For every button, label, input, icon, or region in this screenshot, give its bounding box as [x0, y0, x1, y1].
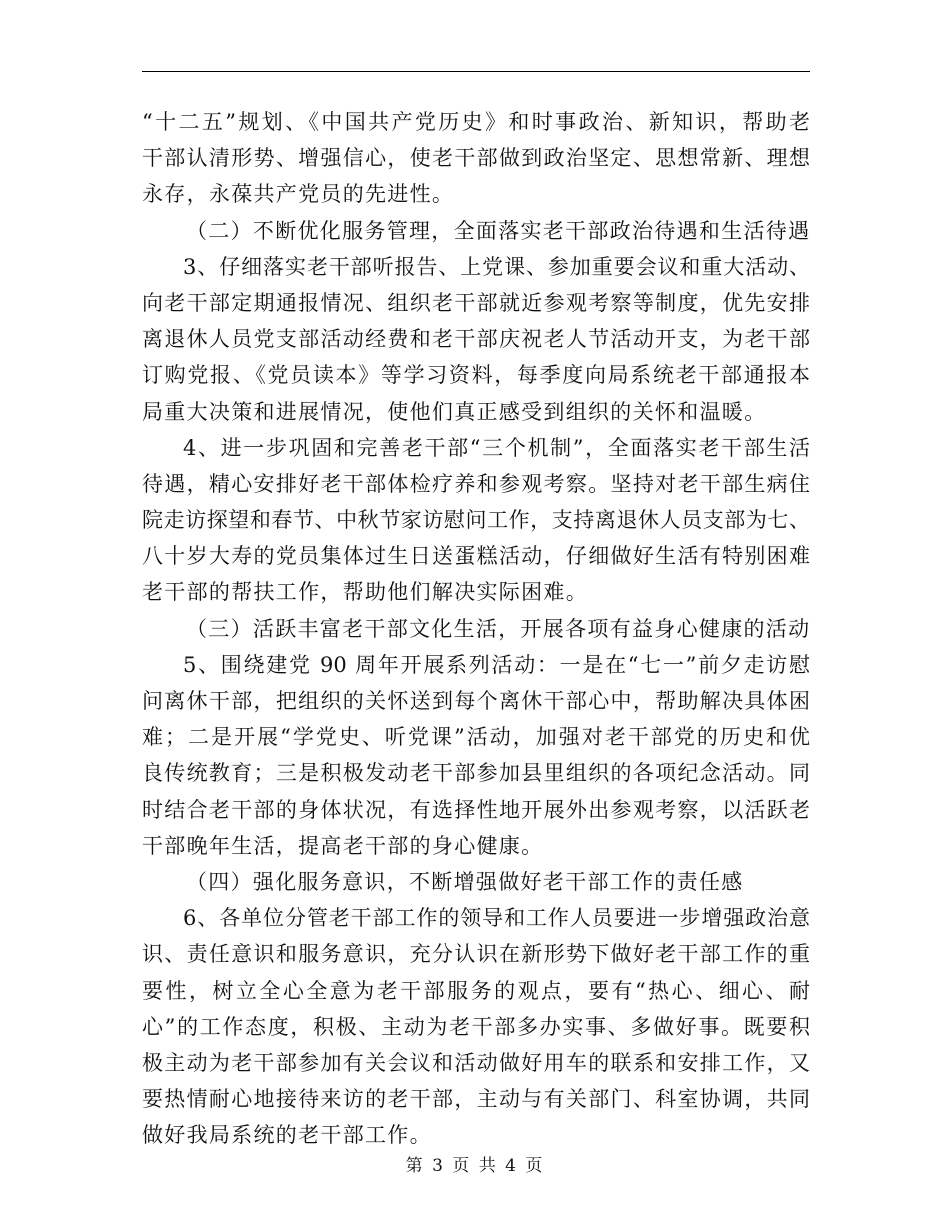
- paragraph-line: 问离休干部，把组织的关怀送到每个离休干部心中，帮助解决具体困: [142, 689, 810, 713]
- section-heading: （二）不断优化服务管理，全面落实老干部政治待遇和生活待遇: [186, 218, 810, 243]
- paragraph-line: 待遇，精心安排好老干部体检疗养和参观考察。坚持对老干部生病住: [142, 471, 810, 496]
- paragraph-line: 要性，树立全心全意为老干部服务的观点，要有“热心、细心、耐: [142, 978, 810, 1003]
- paragraph-line: 订购党报、《党员读本》等学习资料，每季度向局系统老干部通报本: [142, 363, 810, 388]
- paragraph-line: 干部认清形势、增强信心，使老干部做到政治坚定、思想常新、理想: [142, 146, 810, 171]
- paragraph-line: “十二五”规划、《中国共产党历史》和时事政治、新知识，帮助老: [142, 110, 810, 134]
- paragraph-line: 永存，永葆共产党员的先进性。: [142, 182, 455, 207]
- paragraph-line: 3、仔细落实老干部听报告、上党课、参加重要会议和重大活动、: [183, 254, 810, 279]
- paragraph-line: 要热情耐心地接待来访的老干部，主动与有关部门、科室协调，共同: [142, 1087, 810, 1112]
- header-rule: [142, 71, 810, 72]
- paragraph-line: 向老干部定期通报情况、组织老干部就近参观考察等制度，优先安排: [142, 290, 810, 315]
- section-heading: （三）活跃丰富老干部文化生活，开展各项有益身心健康的活动: [186, 616, 810, 641]
- paragraph-line: 院走访探望和春节、中秋节家访慰问工作，支持离退休人员支部为七、: [142, 508, 810, 533]
- page-footer: 第 3 页 共 4 页: [405, 1156, 545, 1176]
- section-heading: （四）强化服务意识，不断增强做好老干部工作的责任感: [186, 869, 744, 894]
- paragraph-line: 八十岁大寿的党员集体过生日送蛋糕活动，仔细做好生活有特别困难: [142, 544, 810, 569]
- paragraph-line: 老干部的帮扶工作，帮助他们解决实际困难。: [142, 580, 588, 605]
- paragraph-line: 心”的工作态度，积极、主动为老干部多办实事、多做好事。既要积: [142, 1014, 810, 1039]
- paragraph-line: 识、责任意识和服务意识，充分认识在新形势下做好老干部工作的重: [142, 942, 810, 967]
- paragraph-line: 难；二是开展“学党史、听党课”活动，加强对老干部党的历史和优: [142, 725, 810, 750]
- paragraph-line: 6、各单位分管老干部工作的领导和工作人员要进一步增强政治意: [183, 906, 810, 931]
- document-body: [142, 104, 810, 1153]
- paragraph-line: 5、围绕建党 90 周年开展系列活动：一是在“七一”前夕走访慰: [183, 652, 810, 677]
- paragraph-line: 极主动为老干部参加有关会议和活动做好用车的联系和安排工作，又: [142, 1050, 810, 1075]
- paragraph-line: 良传统教育；三是积极发动老干部参加县里组织的各项纪念活动。同: [142, 761, 810, 786]
- paragraph-line: 干部晚年生活，提高老干部的身心健康。: [142, 833, 544, 858]
- paragraph-line: 局重大决策和进展情况，使他们真正感受到组织的关怀和温暖。: [142, 399, 767, 424]
- paragraph-line: 做好我局系统的老干部工作。: [142, 1123, 432, 1148]
- paragraph-line: 离退休人员党支部活动经费和老干部庆祝老人节活动开支，为老干部: [142, 327, 810, 352]
- paragraph-line: 4、进一步巩固和完善老干部“三个机制”，全面落实老干部生活: [183, 435, 810, 460]
- paragraph-line: 时结合老干部的身体状况，有选择性地开展外出参观考察，以活跃老: [142, 797, 810, 822]
